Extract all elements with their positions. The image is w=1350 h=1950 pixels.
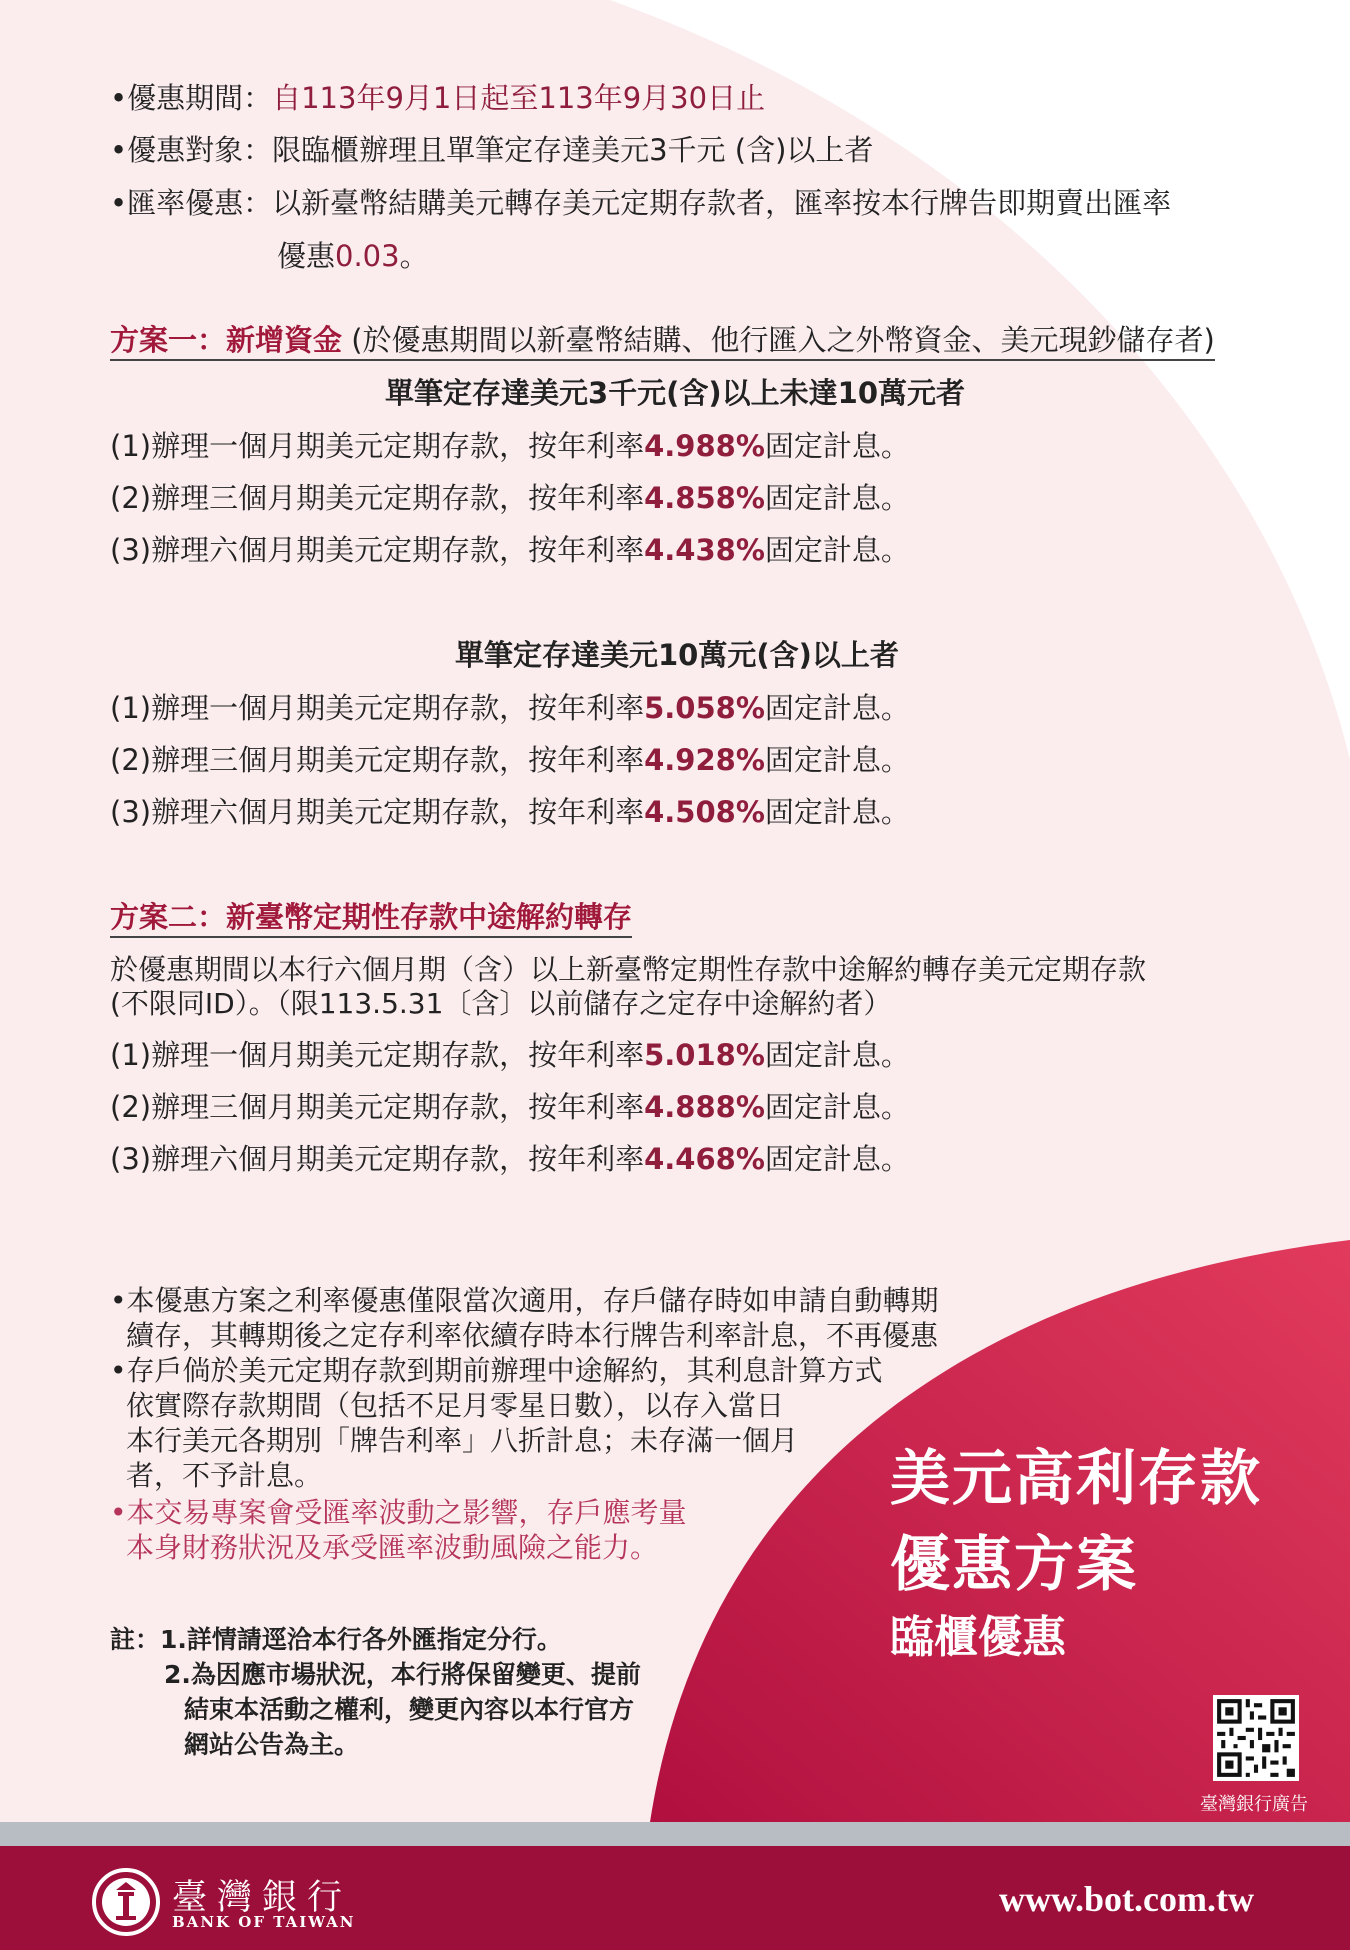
plan2-desc-line1: 於優惠期間以本行六個月期（含）以上新臺幣定期性存款中途解約轉存美元定期存款 xyxy=(110,953,1147,986)
term-2-line3: 本行美元各期別「牌告利率」八折計息；未存滿一個月 xyxy=(126,1424,799,1457)
fx-label: •匯率優惠： xyxy=(110,186,273,220)
plan1-tier1-row xyxy=(110,480,910,516)
rate-value: 4.468% xyxy=(644,1142,765,1176)
rate-row-suffix: 固定計息。 xyxy=(764,481,910,515)
target-line xyxy=(110,132,873,168)
note-2-line2: 結束本活動之權利，變更內容以本行官方 xyxy=(184,1695,635,1724)
fx-text: 以新臺幣結購美元轉存美元定期存款者，匯率按本行牌告即期賣出匯率 xyxy=(272,186,1172,220)
plan2-row xyxy=(110,1037,910,1073)
ad-label: 臺灣銀行廣告 xyxy=(1200,1794,1308,1815)
plan1-tier1-row xyxy=(110,532,910,568)
plan2-title-text: 方案二：新臺幣定期性存款中途解約轉存 xyxy=(110,900,633,934)
rate-row-prefix: (3)辦理六個月期美元定期存款，按年利率 xyxy=(110,533,645,567)
promo-subtitle: 臨櫃優惠 xyxy=(890,1612,1066,1663)
term-2-line4: 者，不予計息。 xyxy=(126,1459,323,1492)
rate-row-suffix: 固定計息。 xyxy=(764,429,910,463)
rate-row-suffix: 固定計息。 xyxy=(764,1038,910,1072)
period-label: •優惠期間： xyxy=(110,81,273,115)
rate-value: 4.988% xyxy=(644,429,765,463)
plan2-row xyxy=(110,1141,910,1177)
term-3-line1: •本交易專案會受匯率波動之影響，存戶應考量 xyxy=(110,1496,687,1529)
rate-row-prefix: (2)辦理三個月期美元定期存款，按年利率 xyxy=(110,1090,645,1124)
period-line xyxy=(110,80,765,116)
rate-value: 4.888% xyxy=(644,1090,765,1124)
plan1-title xyxy=(110,322,1215,361)
fx-line2-prefix: 優惠 xyxy=(277,239,336,273)
website-link[interactable]: www.bot.com.tw xyxy=(999,1879,1254,1919)
rate-row-suffix: 固定計息。 xyxy=(764,1142,910,1176)
plan1-tier2-row xyxy=(110,794,910,830)
target-label: •優惠對象： xyxy=(110,133,273,167)
period-value: 自113年9月1日起至113年9月30日止 xyxy=(272,81,766,115)
plan1-desc: (於優惠期間以新臺幣結購、他行匯入之外幣資金、美元現鈔儲存者) xyxy=(342,323,1215,357)
note-1: 註：1.詳情請逕洽本行各外匯指定分行。 xyxy=(110,1625,562,1654)
fx-line-2 xyxy=(277,238,429,274)
rate-row-suffix: 固定計息。 xyxy=(764,691,910,725)
plan1-title-text: 方案一：新增資金 xyxy=(110,323,343,357)
rate-row-suffix: 固定計息。 xyxy=(764,533,910,567)
plan1-tier1-heading: 單筆定存達美元3千元(含)以上未達10萬元者 xyxy=(385,376,966,410)
bank-name-cn: 臺灣銀行 xyxy=(172,1878,353,1918)
rate-value: 5.018% xyxy=(644,1038,765,1072)
rate-row-prefix: (3)辦理六個月期美元定期存款，按年利率 xyxy=(110,1142,645,1176)
promo-title-line1: 美元高利存款 xyxy=(890,1444,1262,1514)
rate-row-prefix: (1)辦理一個月期美元定期存款，按年利率 xyxy=(110,429,645,463)
term-2-line1: •存戶倘於美元定期存款到期前辦理中途解約，其利息計算方式 xyxy=(110,1354,883,1387)
term-2-line2: 依實際存款期間（包括不足月零星日數），以存入當日 xyxy=(126,1389,785,1422)
plan1-tier1-row xyxy=(110,428,910,464)
plan1-tier2-heading: 單筆定存達美元10萬元(含)以上者 xyxy=(455,638,899,672)
rate-row-suffix: 固定計息。 xyxy=(764,1090,910,1124)
bank-name-en: BANK OF TAIWAN xyxy=(172,1913,356,1931)
plan2-title xyxy=(110,899,632,938)
note-2-line3: 網站公告為主。 xyxy=(184,1730,360,1759)
qr-code-icon xyxy=(1213,1695,1299,1781)
rate-row-prefix: (1)辦理一個月期美元定期存款，按年利率 xyxy=(110,1038,645,1072)
term-3-line2: 本身財務狀況及承受匯率波動風險之能力。 xyxy=(126,1531,659,1564)
rate-row-prefix: (2)辦理三個月期美元定期存款，按年利率 xyxy=(110,743,645,777)
rate-row-prefix: (3)辦理六個月期美元定期存款，按年利率 xyxy=(110,795,645,829)
rate-row-suffix: 固定計息。 xyxy=(764,795,910,829)
promo-title-line2: 優惠方案 xyxy=(890,1530,1138,1600)
term-1-line1: •本優惠方案之利率優惠僅限當次適用，存戶儲存時如申請自動轉期 xyxy=(110,1284,939,1317)
plan1-tier2-row xyxy=(110,742,910,778)
rate-value: 5.058% xyxy=(644,691,765,725)
fx-discount-value: 0.03 xyxy=(335,239,400,273)
rate-row-prefix: (1)辦理一個月期美元定期存款，按年利率 xyxy=(110,691,645,725)
rate-row-suffix: 固定計息。 xyxy=(764,743,910,777)
plan2-row xyxy=(110,1089,910,1125)
term-1-line2: 續存，其轉期後之定存利率依續存時本行牌告利率計息，不再優惠 xyxy=(126,1319,939,1352)
plan1-tier2-row xyxy=(110,690,910,726)
rate-value: 4.438% xyxy=(644,533,765,567)
plan2-desc-line2: (不限同ID）。（限113.5.31〔含〕以前儲存之定存中途解約者） xyxy=(110,987,892,1020)
fx-line2-suffix: 。 xyxy=(399,239,429,273)
fx-line xyxy=(110,185,1171,221)
bank-logo-icon xyxy=(92,1868,160,1936)
rate-value: 4.858% xyxy=(644,481,765,515)
note-2-line1: 2.為因應市場狀況，本行將保留變更、提前 xyxy=(164,1660,641,1689)
footer-divider xyxy=(0,1822,1350,1846)
rate-value: 4.508% xyxy=(644,795,765,829)
target-value: 限臨櫃辦理且單筆定存達美元3千元 (含)以上者 xyxy=(272,133,874,167)
rate-row-prefix: (2)辦理三個月期美元定期存款，按年利率 xyxy=(110,481,645,515)
rate-value: 4.928% xyxy=(644,743,765,777)
